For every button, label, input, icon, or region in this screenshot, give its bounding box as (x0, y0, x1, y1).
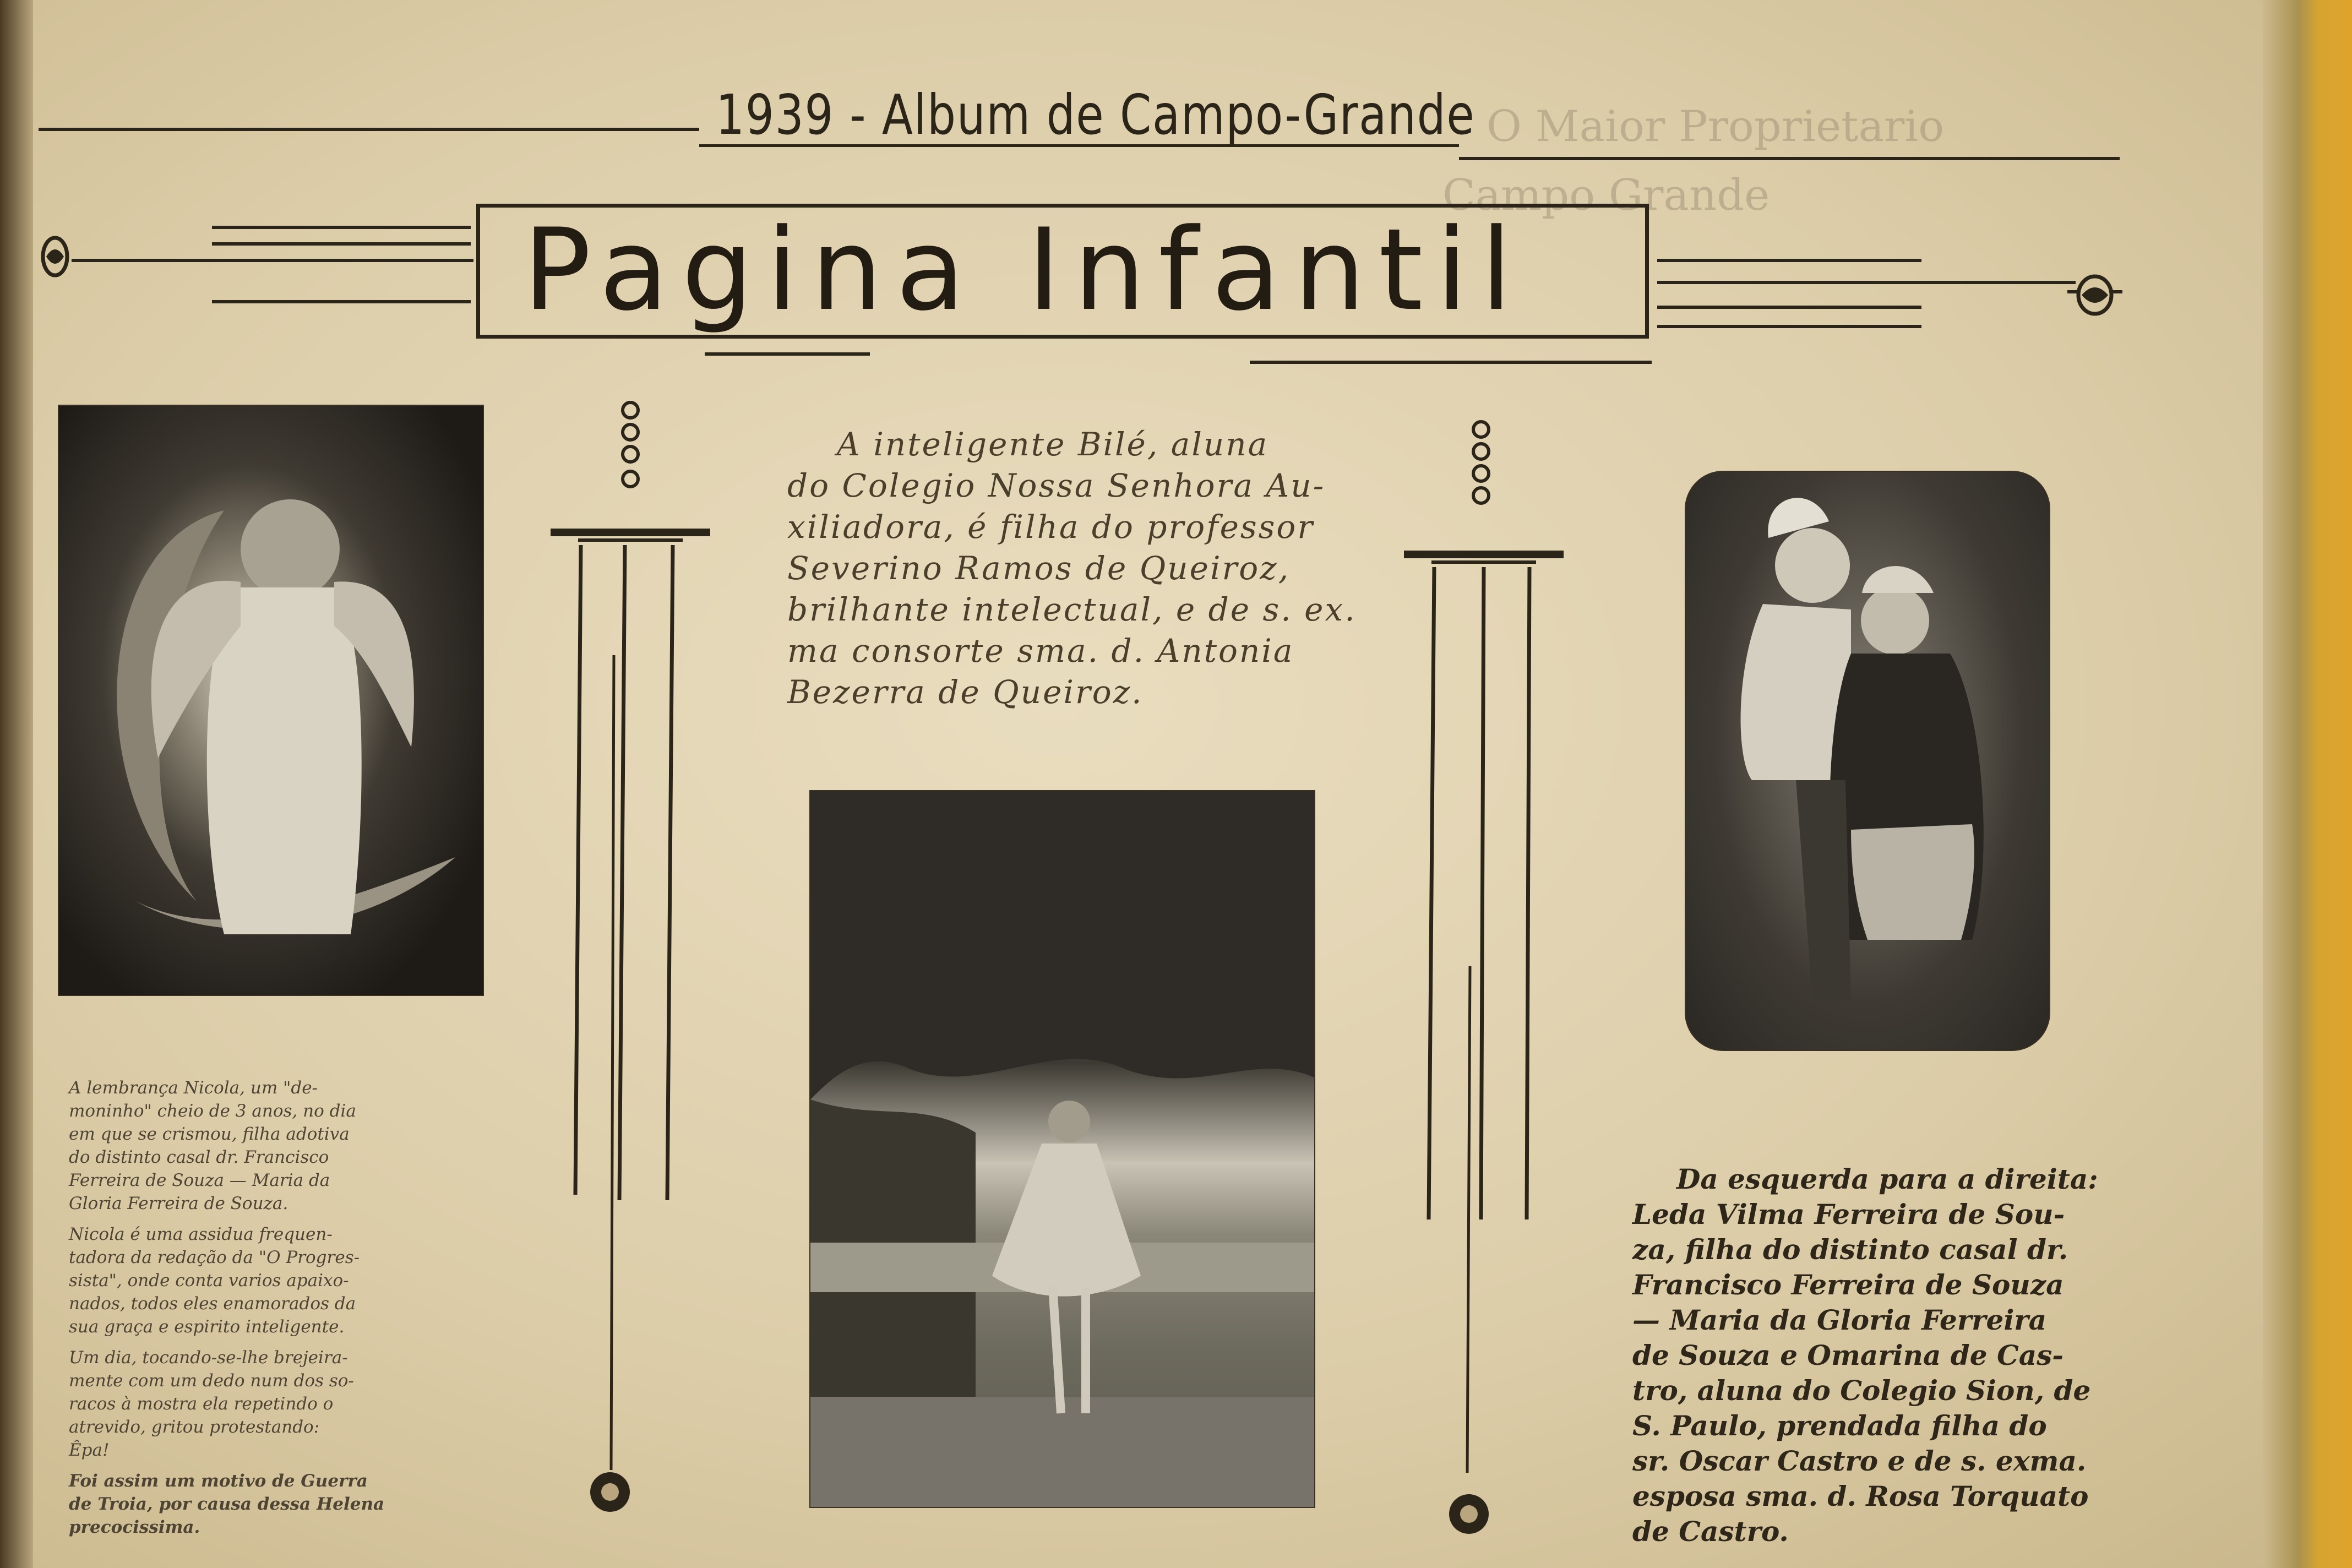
right-caption (1632, 1162, 2098, 1549)
caption-line: Leda Vilma Ferreira de Sou- (1632, 1198, 2065, 1231)
caption-line: em que se crismou, filha adotiva (69, 1124, 350, 1144)
caption-line: moninho" cheio de 3 anos, no dia (69, 1101, 356, 1121)
book-gutter (0, 0, 33, 1568)
caption-line: atrevido, gritou protestando: (69, 1417, 320, 1437)
caption-line: de Castro. (1632, 1515, 1789, 1548)
caption-line: de Troia, por causa dessa Helena (69, 1494, 385, 1514)
caption-line: Foi assim um motivo de Guerra (69, 1471, 368, 1491)
caption-line: do distinto casal dr. Francisco (69, 1147, 329, 1167)
title-rule (1657, 259, 1921, 262)
caption-line: sista", onde conta varios apaixo- (69, 1271, 349, 1291)
bleedthrough-text: O Maior Proprietario (1487, 102, 1945, 151)
caption-line: brilhante intelectual, e de s. ex. (787, 591, 1357, 628)
caption-line: Da esquerda para a direita: (1676, 1163, 2098, 1195)
title-rule (212, 242, 471, 246)
caption-line: xiliadora, é filha do professor (787, 508, 1315, 546)
caption-line: Bezerra de Queiroz. (787, 673, 1144, 711)
title-rule (1657, 306, 1921, 309)
caption-line: Um dia, tocando-se-lhe brejeira- (69, 1348, 348, 1368)
title-rule (212, 300, 471, 303)
caption-line: Êpa! (69, 1440, 110, 1460)
caption-paragraph (69, 1223, 443, 1338)
caption-paragraph (69, 1076, 443, 1215)
caption-line: A lembrança Nicola, um "de- (69, 1078, 318, 1098)
caption-line: sr. Oscar Castro e de s. exma. (1632, 1445, 2087, 1477)
ornament-icon (39, 231, 72, 282)
caption-line: sua graça e espirito inteligente. (69, 1317, 345, 1337)
header-rule-right (1459, 157, 2120, 160)
caption-line: esposa sma. d. Rosa Torquato (1632, 1480, 2089, 1512)
caption-line: za, filha do distinto casal dr. (1632, 1233, 2068, 1266)
page-title: Pagina Infantil (523, 205, 1526, 336)
pendant-ornament-left (545, 396, 716, 1536)
photo-girl-under-tree (809, 790, 1315, 1508)
title-rule (1250, 361, 1652, 364)
caption-line: tro, aluna do Colegio Sion, de (1632, 1374, 2091, 1407)
title-rule (1657, 325, 1921, 328)
caption-line: A inteligente Bilé, aluna (837, 426, 1269, 463)
caption-line: Ferreira de Souza — Maria da (69, 1170, 330, 1190)
caption-line: Francisco Ferreira de Souza (1632, 1268, 2064, 1301)
book-spine (2263, 0, 2352, 1568)
caption-line: — Maria da Gloria Ferreira (1632, 1304, 2047, 1336)
page-header: 1939 - Album de Campo-Grande (716, 83, 1476, 147)
title-rule (705, 352, 870, 356)
caption-line: mente com um dedo num dos so- (69, 1371, 354, 1391)
title-rule (72, 259, 473, 262)
title-rule (212, 226, 471, 229)
caption-line: tadora da redação da "O Progres- (69, 1248, 360, 1267)
photo-two-children-in-costume (1685, 471, 2050, 1051)
header-rule-left (39, 128, 699, 131)
caption-line: S. Paulo, prendada filha do (1632, 1409, 2047, 1442)
caption-line: Severino Ramos de Queiroz, (787, 549, 1291, 587)
photo-child-on-crescent-moon (58, 405, 484, 996)
caption-paragraph (69, 1469, 443, 1539)
caption-line: nados, todos eles enamorados da (69, 1294, 356, 1314)
ornament-icon (2067, 270, 2122, 320)
title-rule (1657, 281, 2076, 284)
left-caption (69, 1076, 443, 1547)
caption-line: Gloria Ferreira de Souza. (69, 1194, 288, 1213)
pendant-ornament-right (1398, 416, 1569, 1539)
caption-line: racos à mostra ela repetindo o (69, 1394, 334, 1414)
caption-line: de Souza e Omarina de Cas- (1632, 1339, 2064, 1371)
caption-line: do Colegio Nossa Senhora Au- (787, 467, 1326, 504)
caption-line: precocissima. (69, 1517, 200, 1537)
caption-line: Nicola é uma assidua frequen- (69, 1224, 333, 1244)
bleedthrough-text: Campo Grande (1442, 171, 1770, 220)
caption-line: ma consorte sma. d. Antonia (787, 632, 1294, 669)
caption-paragraph (69, 1346, 443, 1462)
middle-caption (787, 424, 1357, 713)
